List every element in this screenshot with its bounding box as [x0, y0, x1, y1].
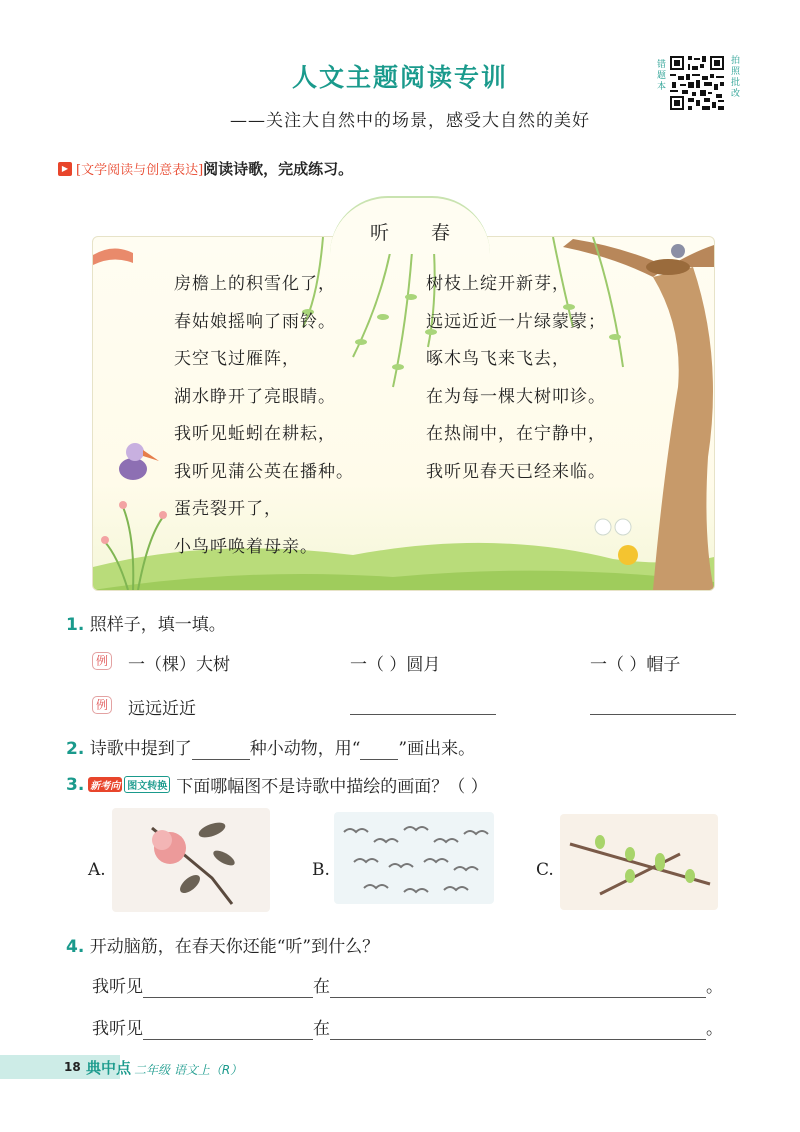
page-subtitle: ——关注大自然中的场景，感受大自然的美好: [230, 111, 590, 131]
example-answer: 一（棵）大树: [128, 655, 230, 675]
question-number: 1.: [66, 615, 85, 635]
poem-line: 我听见春天已经来临。: [426, 461, 606, 482]
answer-line[interactable]: [350, 714, 496, 715]
answer-row-2: 我听见 在 。: [92, 1019, 723, 1039]
poem-line: 树枝上绽开新芽，: [426, 274, 570, 294]
question-2: 2. 诗歌中提到了 种小动物，用“ ”画出来。: [66, 739, 476, 759]
question-text: 下面哪幅图不是诗歌中描绘的画面？（ ）: [176, 777, 488, 797]
option-b-geese-image[interactable]: [334, 812, 494, 904]
brand-logo: 典中点: [86, 1059, 132, 1077]
question-4: [66, 932, 379, 957]
poem-line: 小鸟呼唤着母亲。: [174, 536, 318, 557]
page-title: 人文主题阅读专训: [291, 63, 508, 92]
poem-line: 春姑娘摇响了雨铃。: [174, 311, 336, 332]
poem-line: 在热闹中，在宁静中，: [426, 424, 606, 444]
answer-line[interactable]: [590, 714, 736, 715]
answer-line[interactable]: [143, 977, 313, 998]
question-1: [66, 610, 226, 635]
poem-line: 远远近近一片绿蒙蒙；: [426, 311, 606, 332]
poem-left-column: [174, 266, 354, 566]
example-label: 例: [92, 694, 112, 714]
answer-line[interactable]: [330, 1019, 706, 1040]
answer-blank: [360, 739, 398, 760]
example-label: 例: [92, 650, 112, 670]
poem-line: 啄木鸟飞来飞去，: [426, 349, 570, 369]
page-number: 18: [64, 1060, 81, 1074]
poem-line: 湖水睁开了亮眼睛。: [174, 386, 336, 407]
question-number: 2.: [66, 739, 85, 759]
poem-title: 听 春: [369, 222, 469, 244]
question-text: 开动脑筋，在春天你还能“听”到什么？: [89, 937, 380, 957]
option-a-label[interactable]: A.: [88, 860, 106, 880]
type-badge: 图文转换: [124, 776, 170, 793]
question-number: 3.: [66, 774, 85, 795]
answer-line[interactable]: [143, 1019, 313, 1040]
question-number: 4.: [66, 937, 85, 957]
new-direction-badge: 新考向: [88, 777, 122, 792]
answer-blank[interactable]: [192, 739, 250, 760]
qr-label-left: 错 题 本: [656, 60, 666, 92]
option-b-label[interactable]: B.: [312, 860, 330, 880]
book-info: 二年级 语文上（R）: [134, 1063, 243, 1077]
poem-line: 我听见蚯蚓在耕耘，: [174, 424, 336, 444]
option-a-flower-image[interactable]: [112, 808, 270, 912]
answer-line[interactable]: [330, 977, 706, 998]
example-word: 远远近近: [128, 699, 196, 719]
play-icon: ▶: [58, 162, 72, 176]
qr-code-icon[interactable]: [668, 54, 726, 112]
option-c-label[interactable]: C.: [536, 860, 554, 880]
question-3: [66, 772, 488, 797]
fill-blank-measure-word[interactable]: 一（ ）圆月: [350, 655, 441, 675]
poem-line: 蛋壳裂开了，: [174, 499, 282, 519]
question-text: 照样子，填一填。: [89, 615, 226, 635]
reading-instruction: [58, 158, 353, 179]
option-c-buds-image[interactable]: [560, 814, 718, 910]
poem-line: 天空飞过雁阵，: [174, 349, 300, 369]
instruction-text: 阅读诗歌，完成练习。: [203, 160, 354, 178]
qr-label-right: 拍 照 批 改: [730, 56, 740, 99]
poem-line: 房檐上的积雪化了，: [174, 274, 336, 294]
poem-right-column: [426, 266, 606, 491]
section-tag: [文学阅读与创意表达]: [76, 163, 204, 178]
poem-line: 我听见蒲公英在播种。: [174, 461, 354, 482]
answer-row-1: 我听见 在 。: [92, 977, 723, 997]
fill-blank-measure-word[interactable]: 一（ ）帽子: [590, 655, 681, 675]
poem-line: 在为每一棵大树叩诊。: [426, 386, 606, 407]
